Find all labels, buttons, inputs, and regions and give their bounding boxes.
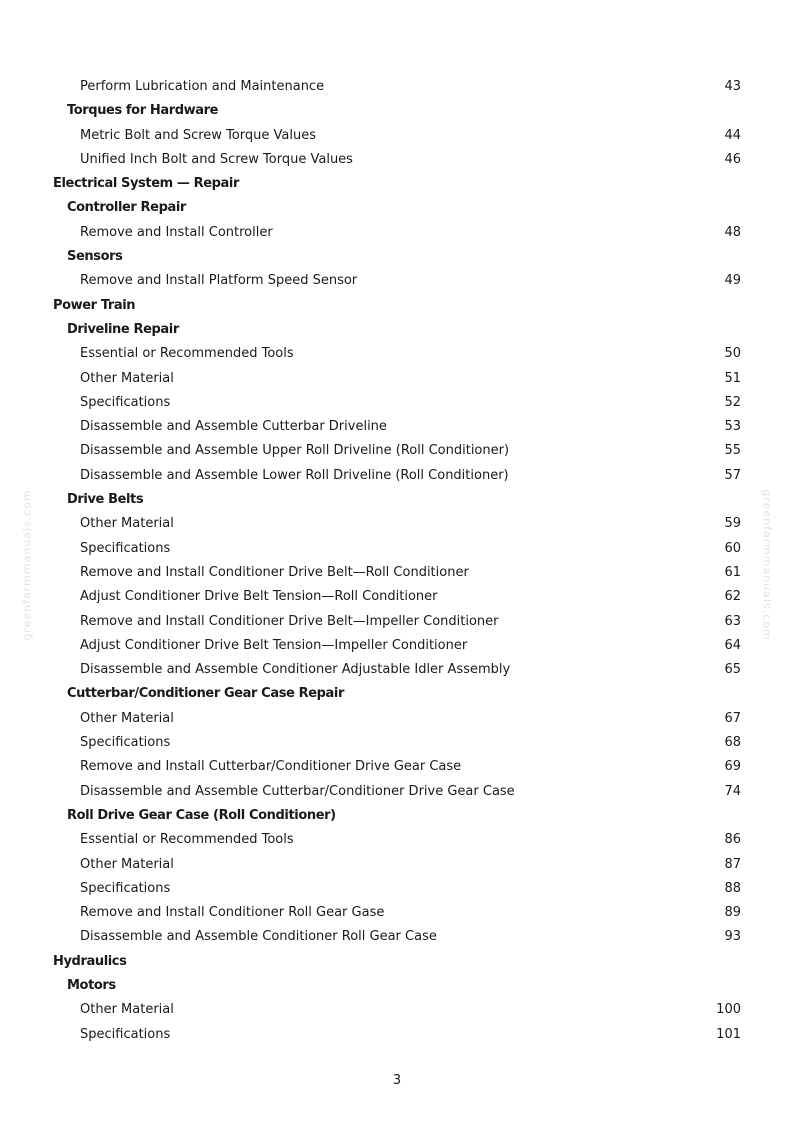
toc-entry-title: Unified Inch Bolt and Screw Torque Values [80, 151, 353, 167]
toc-entry[interactable] [0, 391, 794, 415]
toc-entry-title: Driveline Repair [67, 321, 179, 337]
toc-entry-title: Remove and Install Conditioner Roll Gear Gase [80, 905, 385, 921]
toc-entry[interactable] [0, 512, 794, 536]
toc-chapter-heading [0, 172, 794, 196]
toc-entry-page-number: 48 [724, 224, 741, 240]
toc-section-heading [0, 99, 794, 123]
toc-entry[interactable] [0, 148, 794, 172]
page-number: 3 [392, 1073, 402, 1088]
toc-entry[interactable] [0, 780, 794, 804]
toc-section-heading [0, 488, 794, 512]
toc-entry-page-number: 44 [724, 127, 741, 143]
toc-entry-title: Roll Drive Gear Case (Roll Conditioner) [67, 807, 336, 823]
toc-entry-title: Sensors [67, 249, 123, 265]
toc-entry-title: Specifications [80, 394, 171, 410]
toc-entry[interactable] [0, 901, 794, 925]
toc-entry-title: Specifications [80, 735, 171, 751]
toc-section-heading [0, 196, 794, 220]
toc-section-heading [0, 974, 794, 998]
toc-entry-title: Disassemble and Assemble Lower Roll Driveline (Roll Conditioner) [80, 467, 509, 483]
toc-entry-page-number: 60 [724, 540, 741, 556]
toc-entry[interactable] [0, 1023, 794, 1047]
toc-entry-title: Specifications [80, 540, 171, 556]
toc-entry[interactable] [0, 75, 794, 99]
toc-entry[interactable] [0, 828, 794, 852]
toc-entry[interactable] [0, 221, 794, 245]
toc-entry-title: Specifications [80, 1026, 171, 1042]
toc-entry-page-number: 64 [724, 637, 741, 653]
toc-entry-page-number: 50 [724, 346, 741, 362]
toc-entry-title: Other Material [80, 856, 174, 872]
toc-entry[interactable] [0, 731, 794, 755]
toc-entry-title: Remove and Install Controller [80, 224, 273, 240]
toc-entry-title: Drive Belts [67, 492, 144, 508]
toc-entry-title: Cutterbar/Conditioner Gear Case Repair [67, 686, 344, 702]
toc-entry-page-number: 49 [724, 273, 741, 289]
toc-section-heading [0, 804, 794, 828]
toc-entry[interactable] [0, 634, 794, 658]
toc-entry-page-number: 46 [724, 151, 741, 167]
toc-entry[interactable] [0, 707, 794, 731]
toc-entry-page-number: 93 [724, 929, 741, 945]
toc-entry-title: Disassemble and Assemble Upper Roll Driveline (Roll Conditioner) [80, 443, 510, 459]
toc-entry[interactable] [0, 342, 794, 366]
toc-entry[interactable] [0, 464, 794, 488]
toc-entry[interactable] [0, 537, 794, 561]
toc-entry-title: Remove and Install Conditioner Drive Belt—Roll Conditioner [80, 564, 469, 580]
toc-entry-page-number: 62 [724, 589, 741, 605]
toc-entry-title: Other Material [80, 516, 174, 532]
toc-entry-page-number: 53 [724, 419, 741, 435]
toc-entry-title: Controller Repair [67, 200, 186, 216]
toc-entry-title: Perform Lubrication and Maintenance [80, 79, 325, 94]
toc-entry-title: Other Material [80, 370, 174, 386]
toc-entry[interactable] [0, 439, 794, 463]
toc-entry-title: Power Train [53, 297, 136, 313]
toc-section-heading [0, 245, 794, 269]
toc-entry-page-number: 87 [724, 856, 741, 872]
watermark-right: greenfarmmanuals.com [760, 489, 774, 641]
toc-entry-page-number: 57 [724, 467, 741, 483]
toc-entry-title: Disassemble and Assemble Cutterbar Driveline [80, 419, 387, 435]
toc-entry[interactable] [0, 658, 794, 682]
toc-entry-page-number: 68 [724, 735, 741, 751]
toc-entry-page-number: 43 [724, 79, 741, 94]
toc-entry[interactable] [0, 269, 794, 293]
toc-entry-page-number: 59 [724, 516, 741, 532]
toc-entry-title: Hydraulics [53, 953, 127, 969]
toc-chapter-heading [0, 950, 794, 974]
toc-entry-title: Essential or Recommended Tools [80, 346, 294, 362]
toc-entry-title: Remove and Install Cutterbar/Conditioner Drive Gear Case [80, 759, 462, 775]
toc-entry-title: Essential or Recommended Tools [80, 832, 294, 848]
toc-entry-page-number: 86 [724, 832, 741, 848]
toc-entry-page-number: 101 [716, 1026, 741, 1042]
toc-entry-page-number: 88 [724, 880, 741, 896]
toc-entry-title: Remove and Install Platform Speed Sensor [80, 273, 358, 289]
toc-chapter-heading [0, 294, 794, 318]
toc-entry-title: Disassemble and Assemble Conditioner Adjustable Idler Assembly [80, 662, 511, 678]
toc-entry-title: Specifications [80, 880, 171, 896]
toc-entry-page-number: 69 [724, 759, 741, 775]
toc-entry[interactable] [0, 755, 794, 779]
toc-section-heading [0, 682, 794, 706]
toc-entry[interactable] [0, 925, 794, 949]
toc-entry-page-number: 61 [724, 564, 741, 580]
toc-entry[interactable] [0, 877, 794, 901]
toc-entry[interactable] [0, 853, 794, 877]
table-of-contents [0, 75, 794, 1047]
toc-entry-title: Metric Bolt and Screw Torque Values [80, 127, 316, 143]
toc-entry[interactable] [0, 998, 794, 1022]
toc-entry-page-number: 65 [724, 662, 741, 678]
toc-section-heading [0, 318, 794, 342]
toc-entry-title: Torques for Hardware [67, 103, 219, 119]
toc-entry-page-number: 52 [724, 394, 741, 410]
toc-entry-title: Electrical System — Repair [53, 176, 239, 192]
toc-entry-title: Motors [67, 977, 116, 993]
toc-entry[interactable] [0, 367, 794, 391]
toc-entry[interactable] [0, 415, 794, 439]
toc-entry[interactable] [0, 561, 794, 585]
toc-entry-title: Adjust Conditioner Drive Belt Tension—Roll Conditioner [80, 589, 438, 605]
toc-entry-page-number: 100 [716, 1002, 741, 1018]
toc-entry-title: Other Material [80, 1002, 174, 1018]
toc-entry-page-number: 89 [724, 905, 741, 921]
toc-entry-title: Adjust Conditioner Drive Belt Tension—Impeller Conditioner [80, 637, 468, 653]
toc-entry-page-number: 51 [724, 370, 741, 386]
toc-entry-title: Disassemble and Assemble Conditioner Roll Gear Case [80, 929, 437, 945]
toc-entry-page-number: 63 [724, 613, 741, 629]
toc-entry[interactable] [0, 124, 794, 148]
toc-entry[interactable] [0, 585, 794, 609]
toc-entry[interactable] [0, 610, 794, 634]
toc-entry-page-number: 67 [724, 710, 741, 726]
toc-entry-title: Other Material [80, 710, 174, 726]
toc-entry-title: Remove and Install Conditioner Drive Belt—Impeller Conditioner [80, 613, 499, 629]
toc-entry-title: Disassemble and Assemble Cutterbar/Conditioner Drive Gear Case [80, 783, 515, 799]
toc-entry-page-number: 55 [724, 443, 741, 459]
toc-entry-page-number: 74 [724, 783, 741, 799]
watermark-left: greenfarmmanuals.com [20, 489, 34, 641]
